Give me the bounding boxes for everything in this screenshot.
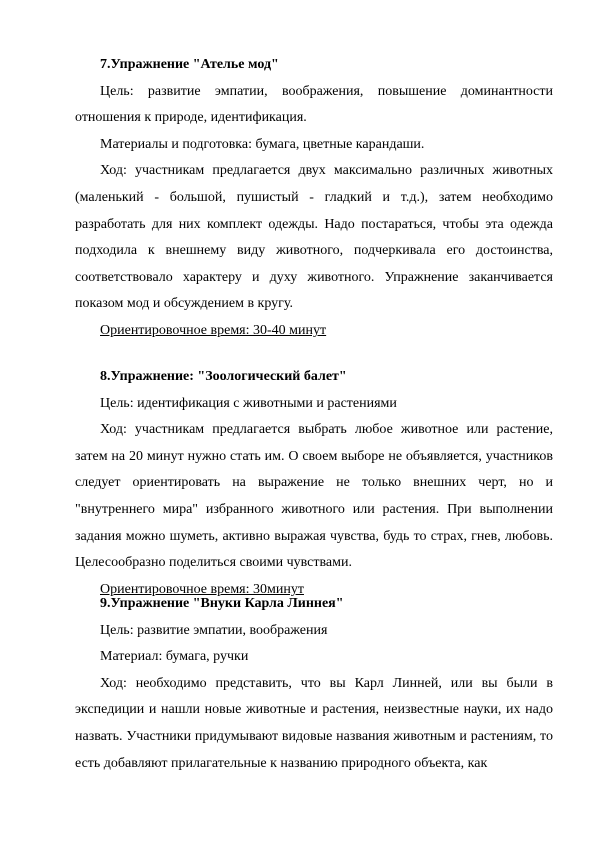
exercise-8-title: 8.Упражнение: "Зоологический балет" (100, 369, 347, 384)
exercise-8-goal: Цель: идентификация с животными и растениями (100, 395, 397, 411)
exercise-7-procedure: Ход: участникам предлагается двух максимально различных животных (маленький - большой, пушистый - гладкий и т.д.), затем необходимо разработать для них комплект одежды. Надо постараться, чтобы эта одежда подходила к внешнему виду животного, подчеркивала его достоинства, соответствовало характеру и духу животного. Упражнение заканчивается показом мод и обсуждением в кругу. (75, 163, 553, 312)
exercise-9-goal: Цель: развитие эмпатии, воображения (100, 622, 328, 638)
exercise-8-time-text: Ориентировочное время: 30минут (100, 581, 304, 597)
exercise-8-section (75, 364, 553, 603)
exercise-7-materials: Материалы и подготовка: бумага, цветные карандаши. (100, 136, 425, 152)
exercise-9-procedure: Ход: необходимо представить, что вы Карл Линней, или вы были в экспедиции и нашли новые животные и растения, неизвестные науки, их надо назвать. Участники придумывают видовые названия животным и растениям, то есть добавляют прилагательные к названию природного объекта, как (75, 675, 553, 771)
exercise-7-section (75, 52, 553, 345)
exercise-8-procedure: Ход: участникам предлагается выбрать любое животное или растение, затем на 20 минут нужно стать им. О своем выборе не объявляется, участников следует ориентировать на выражение не только внешних черт, но и "внутреннего мира" избранного животного или растения. При выполнении задания можно шуметь, активно выражая чувства, будь то страх, гнев, любовь. Целесообразно поделиться своими чувствами. (75, 422, 553, 571)
exercise-7-time (75, 318, 553, 345)
exercise-9-materials: Материал: бумага, ручки (100, 649, 249, 665)
exercise-9-title: 9.Упражнение "Внуки Карла Линнея" (100, 596, 344, 611)
exercise-7-time-text: Ориентировочное время: 30-40 минут (100, 322, 327, 338)
exercise-7-title: 7.Упражнение "Ателье мод" (100, 57, 279, 72)
exercise-9-section (75, 591, 553, 777)
exercise-7-goal: Цель: развитие эмпатии, воображения, повышение доминантности отношения к природе, идентификация. (75, 83, 553, 126)
